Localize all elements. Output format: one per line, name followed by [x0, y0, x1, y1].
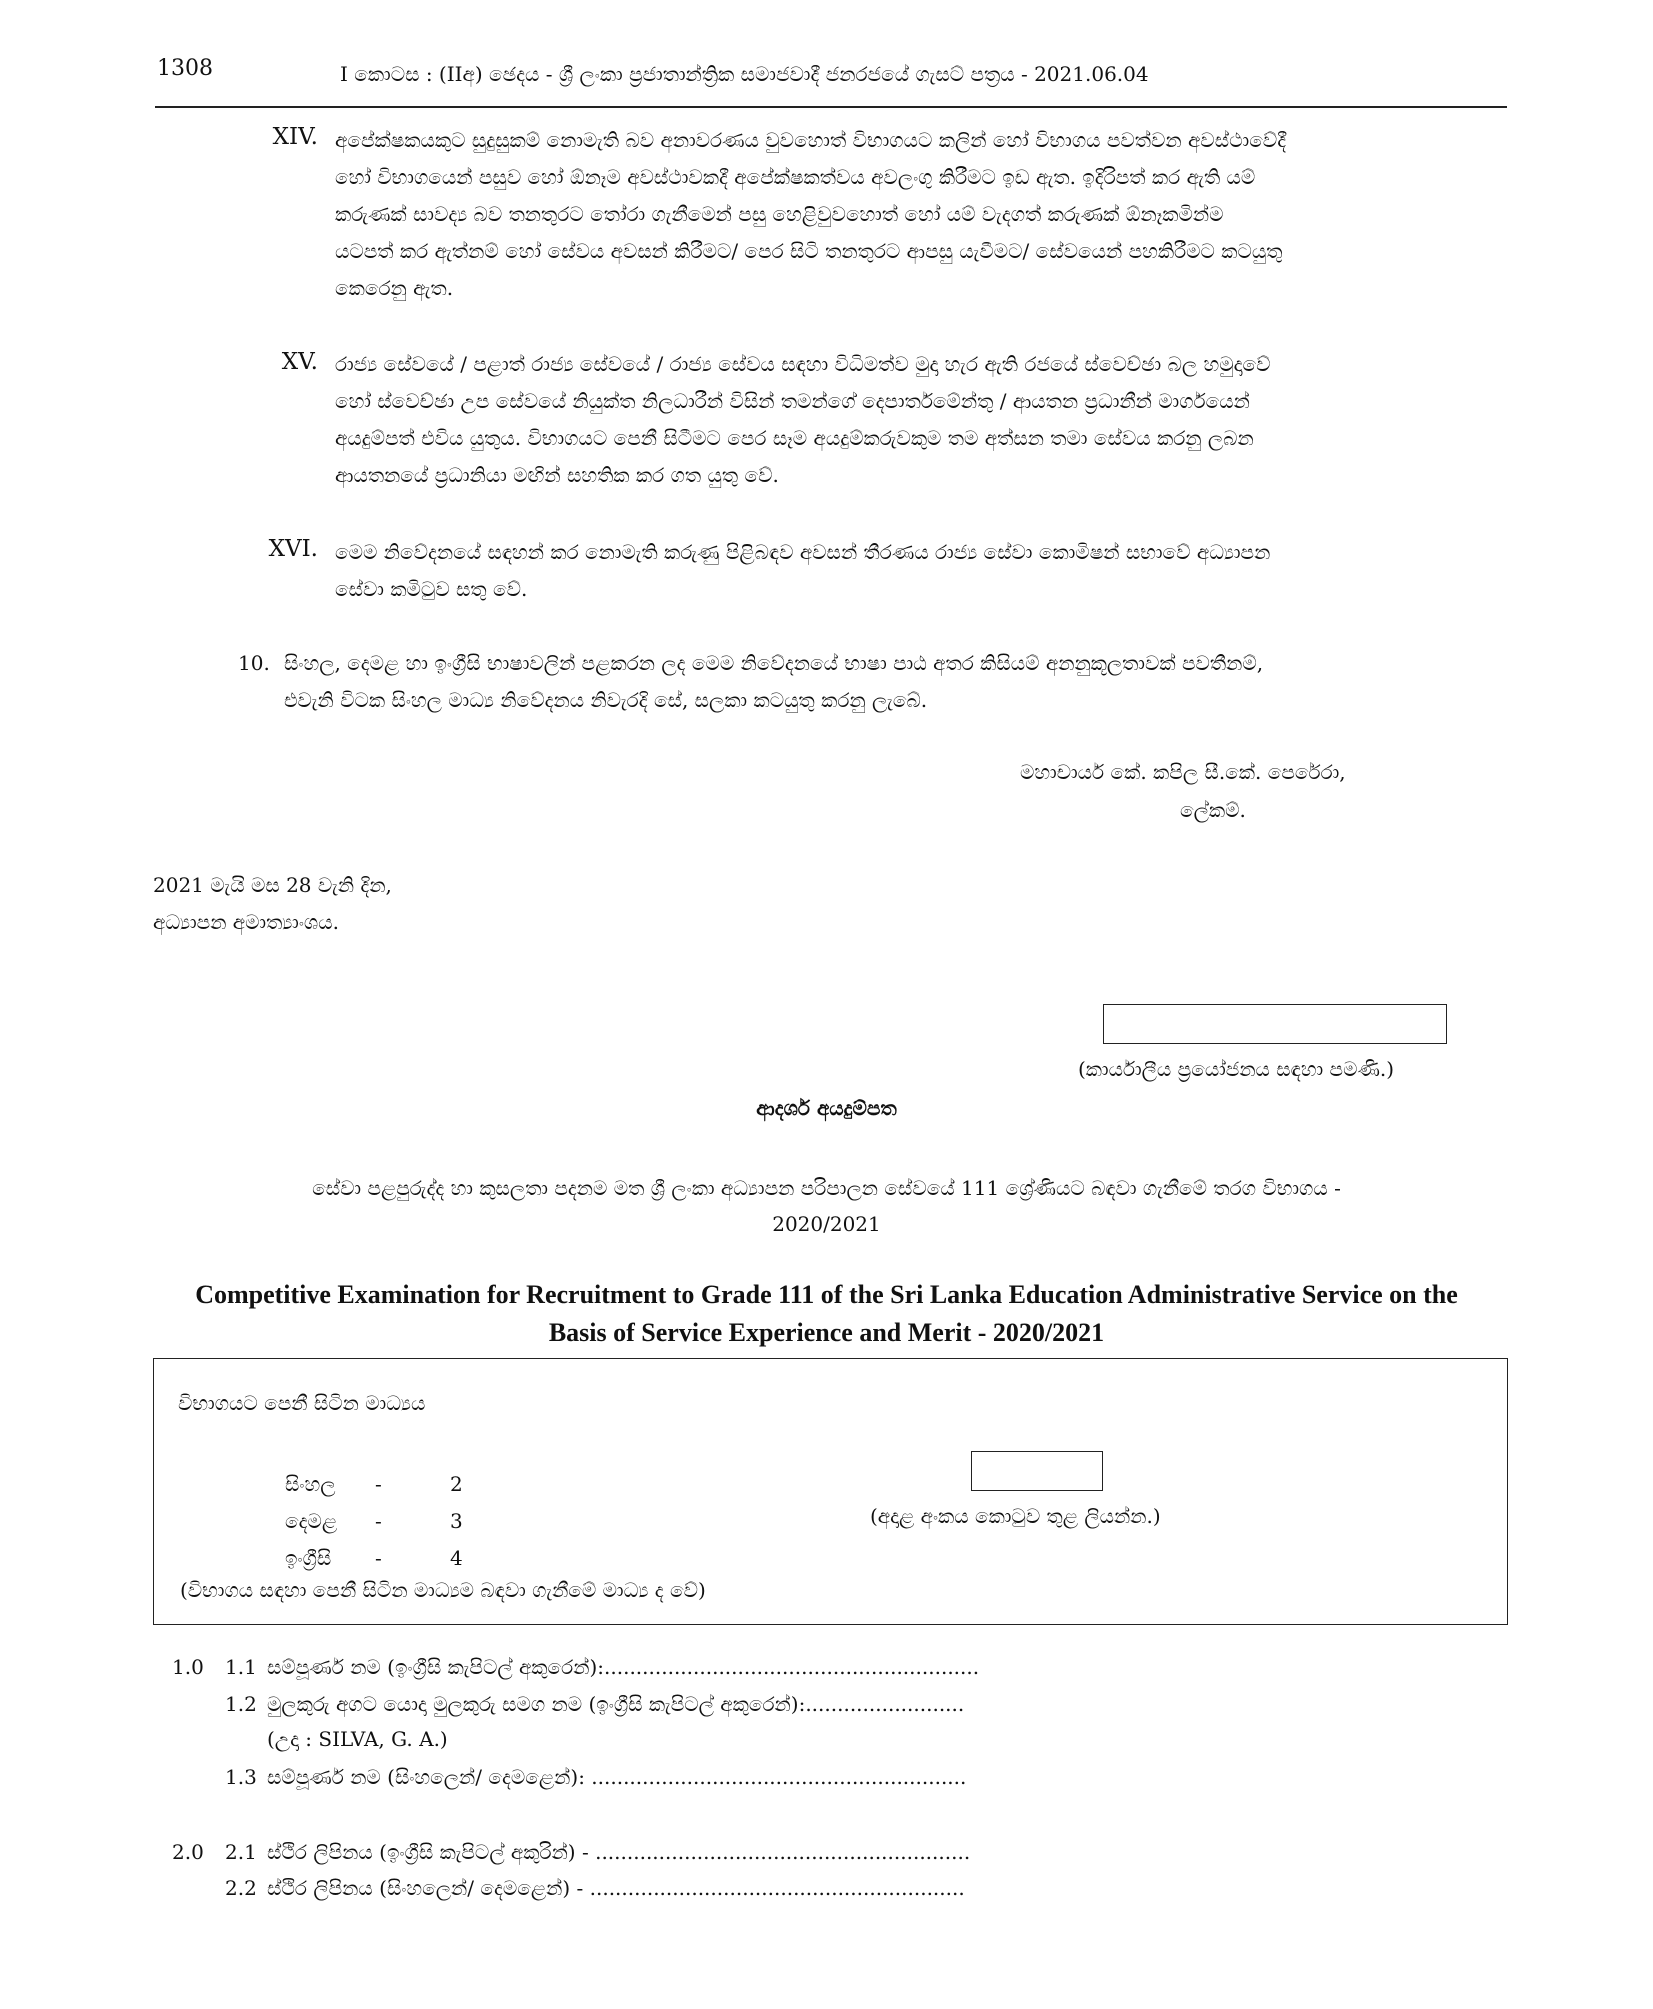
page-number: 1308: [157, 56, 213, 81]
exam-title-line: සේවා පළපුරුද්ද හා කුසලතා පදනම මත ශ්‍රී ලංකා අධ්‍යාපන පරිපාලන සේවයේ 111 ශ්‍රේණියට බඳවා ගැනීමේ තරග විභාගය -: [312, 1176, 1341, 1200]
signatory-name: මහාචාර්ය කේ. කපිල සී.කේ. පෙරේරා,: [1020, 760, 1346, 784]
section-number: 10.: [238, 651, 270, 675]
medium-instruction: (අදාළ අංකය කොටුව තුළ ලියන්න.): [870, 1504, 1161, 1528]
medium-lang: සිංහල: [285, 1472, 336, 1496]
name-example: (උදා : SILVA, G. A.): [267, 1727, 448, 1751]
exam-title-en-line: Basis of Service Experience and Merit - 2020/2021: [548, 1318, 1105, 1347]
permanent-address-sinhala-tamil-field[interactable]: ස්ථිර ලිපිනය (සිංහලෙන්/ දෙමළෙන්) - ...........................................................: [267, 1876, 965, 1900]
medium-dash: -: [375, 1546, 382, 1570]
clause-line: හෝ විභාගයෙන් පසුව හෝ ඕනෑම අවස්ථාවකදී අපේක්ෂකත්වය අවලංගු කිරීමට ඉඩ ඇත. ඉදිරිපත් කර ඇති යම්: [335, 165, 1256, 189]
form-heading-text: ආදර්ශ අයදුම්පත: [756, 1096, 897, 1120]
medium-dash: -: [375, 1472, 382, 1496]
clause-number: XV.: [281, 349, 318, 375]
medium-code: 3: [450, 1509, 463, 1533]
field-section-number: 2.0: [172, 1840, 204, 1864]
header-rule: [155, 106, 1507, 108]
exam-title-en-line: Competitive Examination for Recruitment to Grade 111 of the Sri Lanka Education Administrative Service on the: [195, 1280, 1458, 1309]
medium-lang: දෙමළ: [285, 1509, 338, 1533]
clause-xv: [335, 346, 1505, 494]
medium-note: (විභාගය සඳහා පෙනී සිටින මාධ්‍යම බඳවා ගැනීමේ මාධ්‍ය ද වේ): [180, 1578, 706, 1602]
full-name-english-field[interactable]: සම්පූර්ණ නම (ඉංග්‍රීසි කැපිටල් අකුරෙන්):...........................................................: [267, 1655, 980, 1679]
field-section-number: 1.0: [172, 1655, 204, 1679]
medium-dash: -: [375, 1509, 382, 1533]
section-line: සිංහල, දෙමළ හා ඉංග්‍රීසි භාෂාවලින් පළකරන ලද මෙම නිවේදනයේ භාෂා පාඨ අතර කිසියම් අනනුකූලතාවක් පවතීනම්,: [284, 651, 1264, 675]
clause-line: හෝ ස්වෙච්ඡා උප සේවයේ නියුක්ත නිලධාරීන් විසින් තමන්ගේ දෙපාර්තමේන්තු / ආයතන ප්‍රධානීන් මාර්ගයෙන්: [335, 389, 1250, 413]
exam-title-year: 2020/2021: [772, 1212, 881, 1236]
exam-title-english: [0, 1276, 1653, 1352]
field-number: 2.2: [225, 1876, 257, 1900]
clause-line: සේවා කමිටුව සතු වේ.: [335, 577, 528, 601]
permanent-address-english-field[interactable]: ස්ථිර ලිපිනය (ඉංග්‍රීසි කැපිටල් අකුරින්) - ...........................................................: [267, 1840, 971, 1864]
exam-title-sinhala: [0, 1170, 1653, 1242]
full-name-sinhala-tamil-field[interactable]: සම්පූර්ණ නම (සිංහලෙන්/ දෙමළෙන්): ...........................................................: [267, 1765, 967, 1789]
section-line: එවැනි විටක සිංහල මාධ්‍ය නිවේදනය නිවැරදි සේ, සලකා කටයුතු කරනු ලැබේ.: [284, 688, 928, 712]
clause-line: මෙම නිවේදනයේ සඳහන් කර නොමැති කරුණු පිළිබඳව අවසන් තීරණය රාජ්‍ය සේවා කොමිෂන් සභාවේ අධ්‍යාපන: [335, 540, 1271, 564]
name-with-initials-field[interactable]: මුලකුරු අගට යොදා මුලකුරු සමග නම (ඉංග්‍රීසි කැපිටල් අකුරෙන්):.........................: [267, 1692, 965, 1716]
field-number: 1.2: [225, 1692, 257, 1716]
clause-xvi: [335, 534, 1505, 608]
clause-line: යටපත් කර ඇත්නම් හෝ සේවය අවසන් කිරීමට/ පෙර සිටි තනතුරට ආපසු යැවීමට/ සේවයෙන් පහකිරීමට කටයුතු: [335, 239, 1283, 263]
clause-line: අපේක්ෂකයකුට සුදුසුකම් නොමැති බව අනාවරණය වුවහොත් විභාගයට කලින් හෝ විභාගය පවත්වන අවස්ථාවේදී: [335, 128, 1287, 152]
field-number: 1.1: [225, 1655, 257, 1679]
clause-line: ආයතනයේ ප්‍රධානියා මඟින් සහතික කර ගත යුතු වේ.: [335, 463, 779, 487]
gazette-header-title: I කොටස : (IIඅ) ඡෙදය - ශ්‍රී ලංකා ප්‍රජාතාන්ත්‍රික සමාජවාදී ජනරජයේ ගැසට් පත්‍රය - 2021.06.04: [340, 62, 1149, 86]
medium-lang: ඉංග්‍රීසි: [285, 1546, 332, 1570]
medium-options: [285, 1466, 463, 1577]
office-use-box: [1103, 1004, 1447, 1044]
form-heading: [0, 1096, 1653, 1120]
clause-line: අයදුම්පත් එවිය යුතුය. විභාගයට පෙනී සිටීමට පෙර සෑම අයදුම්කරුවකුම තම අත්සන තමා සේවය කරනු ලබන: [335, 426, 1254, 450]
office-use-label: (කාර්යාලීය ප්‍රයෝජනය සඳහා පමණි.): [1078, 1057, 1395, 1081]
field-number: 2.1: [225, 1840, 257, 1864]
medium-code: 2: [450, 1472, 463, 1496]
clause-number: XIV.: [272, 124, 318, 150]
medium-heading: විභාගයට පෙනී සිටින මාධ්‍යය: [178, 1391, 426, 1415]
clause-xiv: [335, 122, 1505, 307]
clause-line: කෙරෙනු ඇත.: [335, 276, 454, 300]
notice-date: 2021 මැයි මස 28 වැනි දින,: [153, 873, 392, 897]
field-number: 1.3: [225, 1765, 257, 1789]
medium-option: [285, 1503, 463, 1540]
medium-option: [285, 1540, 463, 1577]
issuing-ministry: අධ්‍යාපන අමාත්‍යාංශය.: [153, 910, 339, 934]
clause-line: කරුණක් සාවද්‍ය බව තනතුරට තෝරා ගැනීමෙන් පසු හෙළිවුවහොත් හෝ යම් වැදගත් කරුණක් ඕනෑකමින්ම: [335, 202, 1224, 226]
clause-line: රාජ්‍ය සේවයේ / පළාත් රාජ්‍ය සේවයේ / රාජ්‍ය සේවය සඳහා විධිමත්ව මුදා හැර ඇති රජයේ ස්වෙච්ඡා බල හමුදාවේ: [335, 352, 1271, 376]
clause-number: XVI.: [268, 536, 318, 562]
medium-option: [285, 1466, 463, 1503]
section-10: [284, 645, 1506, 719]
medium-code: 4: [450, 1546, 463, 1570]
signatory-title: ලේකම්.: [1180, 798, 1246, 822]
medium-code-input-box[interactable]: [971, 1451, 1103, 1491]
